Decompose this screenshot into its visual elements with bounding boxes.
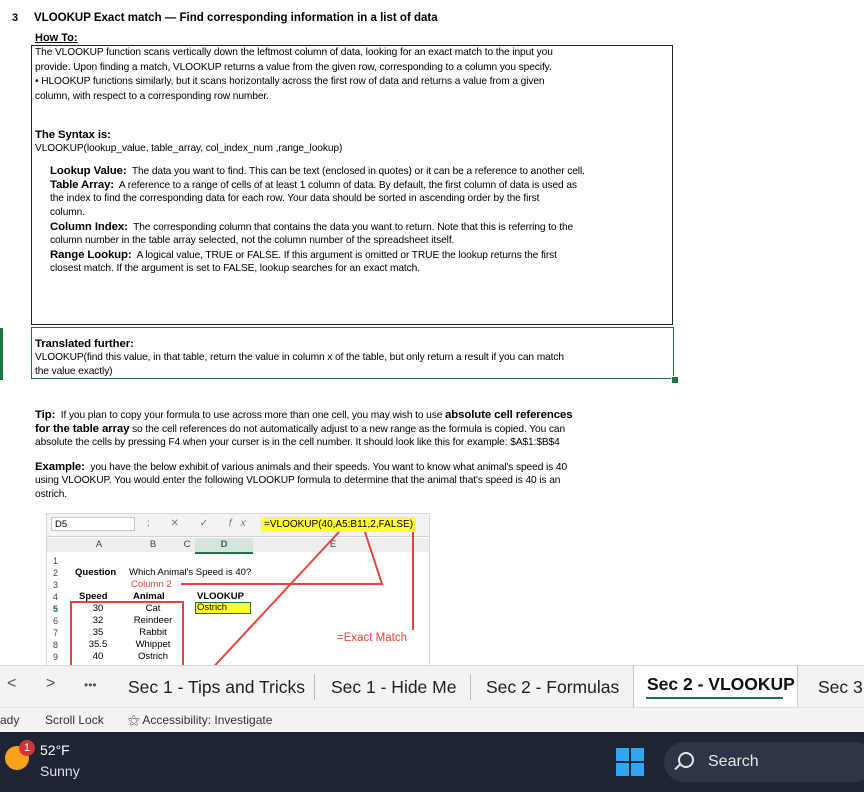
speed-cell: 35 bbox=[92, 627, 104, 638]
translated-label: Translated further: bbox=[35, 338, 134, 350]
fx-icon: fx bbox=[228, 518, 255, 529]
column2-note: Column 2 bbox=[131, 579, 172, 590]
accessibility-status[interactable] bbox=[128, 713, 272, 728]
row-num: 6 bbox=[53, 616, 59, 626]
speed-cell: 32 bbox=[92, 615, 104, 626]
tab-sec3[interactable]: Sec 3 bbox=[818, 677, 863, 697]
weather-badge: 1 bbox=[19, 740, 35, 756]
animal-cell: Rabbit bbox=[139, 627, 167, 638]
tab-sec1-tips[interactable]: Sec 1 - Tips and Tricks bbox=[128, 677, 306, 697]
question-label: Question bbox=[75, 567, 117, 578]
col-header-a: A bbox=[89, 538, 109, 552]
active-tab-underline bbox=[646, 697, 783, 699]
accessibility-label: Accessibility: Investigate bbox=[142, 713, 273, 727]
tip-text-2: so the cell references do not automatically adjust to a new range as the formula is copied. You can bbox=[132, 424, 566, 435]
param-table-text: A reference to a range of cells of at least 1 column of data. By default, the first column of data is used as bbox=[118, 180, 577, 191]
param-lookup-label: Lookup Value: bbox=[50, 165, 127, 177]
animal-cell: Ostrich bbox=[137, 651, 169, 662]
tab-sec1-hide[interactable]: Sec 1 - Hide Me bbox=[331, 677, 457, 697]
weather-temperature[interactable]: 52°F bbox=[40, 742, 70, 758]
tip-text-1: If you plan to copy your formula to use across more than one cell, you may wish to use bbox=[60, 410, 443, 421]
param-lookup-text: The data you want to find. This can be text (enclosed in quotes) or it can be a reference to another cell. bbox=[131, 166, 585, 177]
table-range-box bbox=[71, 602, 183, 665]
row-num: 4 bbox=[53, 592, 59, 602]
more-tabs-icon[interactable]: ••• bbox=[84, 678, 97, 692]
result-cell: Ostrich bbox=[195, 602, 251, 614]
exact-match-note: =Exact Match bbox=[337, 632, 407, 644]
tab-scroll-left-icon[interactable]: < bbox=[7, 675, 17, 692]
section-title: VLOOKUP Exact match — Find corresponding information in a list of data bbox=[34, 12, 438, 24]
param-range-label: Range Lookup: bbox=[50, 249, 132, 261]
param-table-line-2: the index to find the corresponding data for each row. Your data should be sorted in ascending order by the first bbox=[50, 193, 540, 204]
row-number: 3 bbox=[12, 12, 19, 24]
tab-sec2-formulas[interactable]: Sec 2 - Formulas bbox=[486, 677, 620, 697]
translated-line-2: the value exactly) bbox=[35, 366, 113, 377]
example-line-2: using VLOOKUP. You would enter the following VLOOKUP formula to determine that the animal that's speed is 40 is an bbox=[35, 475, 561, 486]
status-ready: ady bbox=[0, 713, 20, 727]
param-column-text: The corresponding column that contains the data you want to return. Note that this is referring to the bbox=[133, 222, 574, 233]
row-num: 9 bbox=[53, 652, 59, 662]
row-num: 7 bbox=[53, 628, 59, 638]
status-bar bbox=[0, 707, 864, 733]
arrow-lookup-value bbox=[207, 532, 339, 665]
animal-cell: Reindeer bbox=[133, 615, 173, 626]
tab-sec2-vlookup[interactable]: Sec 2 - VLOOKUP bbox=[647, 674, 795, 694]
exhibit-image[interactable] bbox=[46, 513, 430, 665]
selected-row-indicator bbox=[0, 328, 3, 380]
col-header-d: D bbox=[195, 538, 253, 554]
header-speed: Speed bbox=[79, 591, 108, 602]
howto-label: How To: bbox=[35, 32, 78, 44]
header-animal: Animal bbox=[133, 591, 165, 602]
col-header-c: C bbox=[181, 538, 193, 552]
syntax-label: The Syntax is: bbox=[35, 129, 111, 141]
example-line-3: ostrich. bbox=[35, 489, 68, 500]
example-text-1: you have the below exhibit of various animals and their speeds. You want to know what animal's speed is 40 bbox=[90, 462, 568, 473]
speed-cell: 30 bbox=[92, 603, 104, 614]
row-num: 5 bbox=[53, 604, 59, 614]
windows-start-icon[interactable] bbox=[616, 748, 645, 777]
howto-line-3: • HLOOKUP functions similarly, but it scans horizontally across the first row of data and returns a value from a given bbox=[35, 76, 545, 87]
name-box: D5 bbox=[51, 517, 135, 531]
tip-line-3: absolute the cells by pressing F4 when your curser is in the cell number. It should look like this for example: $A$1:$B$4 bbox=[35, 437, 560, 448]
speed-cell: 35.5 bbox=[88, 639, 108, 650]
question-text: Which Animal's Speed is 40? bbox=[129, 567, 252, 578]
tip-bold-1: absolute cell references bbox=[445, 409, 573, 421]
speed-cell: 40 bbox=[92, 651, 104, 662]
param-range-text: A logical value, TRUE or FALSE. If this argument is omitted or TRUE the lookup returns the first bbox=[136, 250, 557, 261]
animal-cell: Whippet bbox=[135, 639, 171, 650]
row-num: 1 bbox=[53, 556, 59, 566]
header-vlookup: VLOOKUP bbox=[197, 591, 244, 602]
formula-bar-icons: : ✕ ✓ fx bbox=[147, 518, 255, 529]
col-header-b: B bbox=[143, 538, 163, 552]
howto-line-1: The VLOOKUP function scans vertically down the leftmost column of data, looking for an exact match to the input you bbox=[35, 47, 553, 58]
param-column-label: Column Index: bbox=[50, 221, 128, 233]
example-label: Example: bbox=[35, 461, 85, 473]
param-column-line-2: column number in the table array selected, not the column number of the spreadsheet itself. bbox=[50, 235, 455, 246]
howto-line-2: provide. Upon finding a match, VLOOKUP returns a value from the given row, corresponding to a column you specify. bbox=[35, 61, 552, 73]
param-table-label: Table Array: bbox=[50, 179, 115, 191]
syntax-text: VLOOKUP(lookup_value, table_array, col_index_num ,range_lookup) bbox=[35, 143, 343, 154]
tab-separator bbox=[314, 674, 315, 700]
accessibility-icon: ⚝ bbox=[128, 713, 140, 727]
sheet-tab-bar bbox=[0, 665, 864, 708]
status-scroll-lock: Scroll Lock bbox=[45, 713, 104, 727]
row-header-strip bbox=[0, 0, 4, 665]
param-range-line-2: closest match. If the argument is set to FALSE, lookup searches for an exact match. bbox=[50, 263, 420, 274]
tip-label: Tip: bbox=[35, 409, 56, 421]
tab-separator bbox=[470, 674, 471, 700]
search-icon bbox=[678, 752, 694, 768]
weather-condition[interactable]: Sunny bbox=[40, 763, 80, 779]
annotation-arrows bbox=[47, 514, 429, 665]
howto-line-4: column, with respect to a corresponding row number. bbox=[35, 90, 269, 102]
param-table-line-3: column. bbox=[50, 207, 85, 218]
col-header-e: E bbox=[323, 538, 343, 552]
row-num: 2 bbox=[53, 568, 59, 578]
arrow-column-index bbox=[181, 532, 382, 584]
row-num: 3 bbox=[53, 580, 59, 590]
tip-bold-2: for the table array bbox=[35, 423, 130, 435]
row-num: 8 bbox=[53, 640, 59, 650]
resize-handle[interactable] bbox=[671, 376, 679, 384]
search-label: Search bbox=[708, 753, 759, 770]
translated-line-1: VLOOKUP(find this value, in that table, return the value in column x of the table, but only return a result if you can match bbox=[35, 352, 564, 363]
taskbar-search[interactable] bbox=[664, 742, 864, 782]
animal-cell: Cat bbox=[145, 603, 161, 614]
tab-scroll-right-icon[interactable]: > bbox=[46, 675, 56, 692]
formula-text: =VLOOKUP(40,A5:B11,2,FALSE) bbox=[261, 517, 416, 532]
